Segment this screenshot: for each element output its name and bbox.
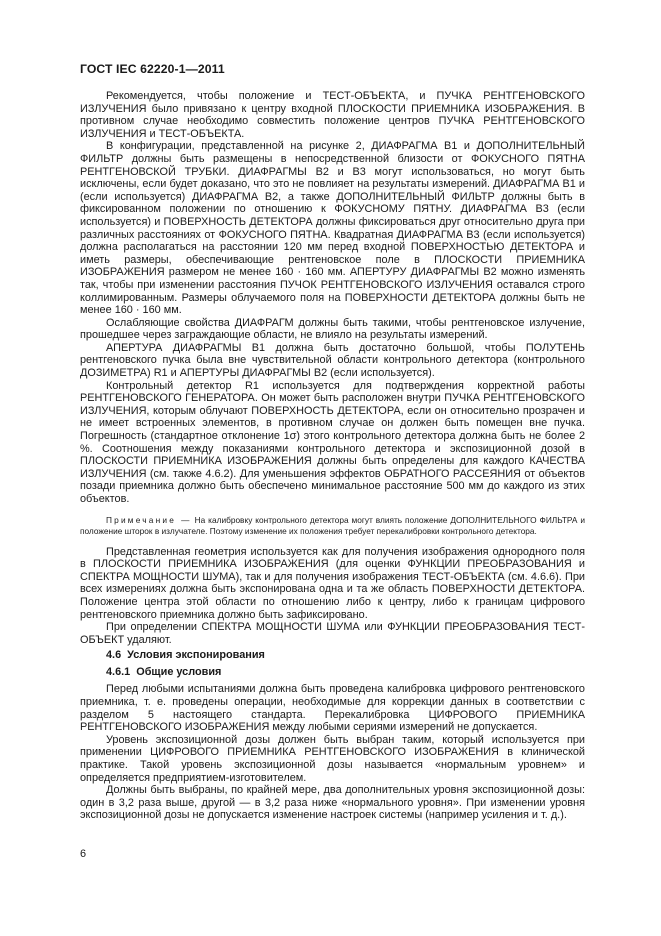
paragraph: Представленная геометрия используется как для получения изображения однородного поля в ПЛОСКОСТИ ПРИЕМНИКА ИЗОБРАЖЕНИЯ (для оценки ФУНКЦИИ ПРЕОБРАЗОВАНИЯ и СПЕКТРА МОЩНОСТИ ШУМА), так и для получения изображения ТЕСТ-ОБЪЕКТА (см. 4.6.6). При всех измерениях должна быть экспонирована одна и та же область ПОВЕРХНОСТИ ДЕТЕКТОРА. Положение центра этой области по отношению либо к центру, либо к границам цифрового рентгеновского приемника должно быть зафиксировано. [80, 545, 585, 621]
subsection-heading [80, 666, 585, 679]
standard-header: ГОСТ IEC 62220-1—2011 [80, 62, 225, 76]
paragraph: Уровень экспозиционной дозы должен быть выбран таким, который используется при применении ЦИФРОВОГО ПРИЕМНИКА РЕНТГЕНОВСКОГО ИЗОБРАЖЕНИЯ в клинической практике. Такой уровень экспозиционной дозы называется «нормальным уровнем» и определяется предприятием-изготовителем. [80, 733, 585, 784]
note-label: Примечание — [106, 514, 192, 525]
subsection-title: Общие условия [136, 666, 222, 679]
section-heading [80, 649, 585, 662]
paragraph: В конфигурации, представленной на рисунке 2, ДИАФРАГМА В1 и ДОПОЛНИТЕЛЬНЫЙ ФИЛЬТР должны быть размещены в непосредственной близости от ФОКУСНОГО ПЯТНА РЕНТГЕНОВСКОЙ ТРУБКИ. ДИАФРАГМЫ В2 и В3 могут использоваться, но могут быть исключены, если будет доказано, что это не повлияет на результаты измерений. ДИАФРАГМА В1 и (если используется) ДИАФРАГМА В2, а также ДОПОЛНИТЕЛЬНЫЙ ФИЛЬТР должны быть в фиксированном положении по отношению к ФОКУСНОМУ ПЯТНУ. ДИАФРАГМА В3 (если используется) и ПОВЕРХНОСТЬ ДЕТЕКТОРА должны фиксироваться друг относительно друга при различных расстояниях от ФОКУСНОГО ПЯТНА. Квадратная ДИАФРАГМА В3 (если используется) должна располагаться на расстоянии 120 мм перед входной ПОВЕРХНОСТЬЮ ДЕТЕКТОРА и иметь размеры, обеспечивающие рентгеновское поле в ПЛОСКОСТИ ПРИЕМНИКА ИЗОБРАЖЕНИЯ размером не менее 160 · 160 мм. АПЕРТУРУ ДИАФРАГМЫ В2 можно изменять так, чтобы при изменении расстояния ПУЧОК РЕНТГЕНОВСКОГО ИЗЛУЧЕНИЯ оставался строго коллимированным. Размеры облучаемого поля на ПОВЕРХНОСТИ ДЕТЕКТОРА должны быть не менее 160 · 160 мм. [80, 140, 585, 317]
paragraph: Должны быть выбраны, по крайней мере, два дополнительных уровня экспозиционной дозы: один в 3,2 раза выше, другой — в 3,2 раза ниже «нормального уровня». При изменении уровня экспозиционной дозы не допускается изменение настроек системы (например усиления и т. д.). [80, 784, 585, 822]
subsection-number: 4.6.1 [106, 666, 131, 679]
document-body [80, 90, 585, 822]
note [80, 515, 585, 537]
note-text: На калибровку контрольного детектора могут влиять положение ДОПОЛНИТЕЛЬНОГО ФИЛЬТРА и положение шторок в излучателе. Поэтому изменение их положения требует перекалибровки контрольного детектора. [80, 514, 585, 536]
section-number: 4.6 [106, 649, 122, 662]
paragraph: Контрольный детектор R1 используется для подтверждения корректной работы РЕНТГЕНОВСКОГО ГЕНЕРАТОРА. Он может быть расположен внутри ПУЧКА РЕНТГЕНОВСКОГО ИЗЛУЧЕНИЯ, которым облучают ПОВЕРХНОСТЬ ДЕТЕКТОРА, если он относительно прозрачен и не имеет встроенных элементов, в противном случае он должен быть помещен вне пучка. Погрешность (стандартное отклонение 1σ) этого контрольного детектора должна быть не более 2 %. Соотношения между показаниями контрольного детектора и экспозиционной дозой в ПЛОСКОСТИ ПРИЕМНИКА ИЗОБРАЖЕНИЯ должны быть определены для каждого КАЧЕСТВА ИЗЛУЧЕНИЯ (см. также 4.6.2). Для уменьшения эффектов ОБРАТНОГО РАССЕЯНИЯ от объектов позади приемника должно быть обеспечено минимальное расстояние 500 мм до каждого из этих объектов. [80, 379, 585, 505]
section-title: Условия экспонирования [127, 649, 265, 662]
paragraph: При определении СПЕКТРА МОЩНОСТИ ШУМА или ФУНКЦИИ ПРЕОБРАЗОВАНИЯ ТЕСТ-ОБЪЕКТ удаляют. [80, 621, 585, 646]
paragraph: Рекомендуется, чтобы положение и ТЕСТ-ОБЪЕКТА, и ПУЧКА РЕНТГЕНОВСКОГО ИЗЛУЧЕНИЯ было привязано к центру входной ПЛОСКОСТИ ПРИЕМНИКА ИЗОБРАЖЕНИЯ. В противном случае необходимо совместить положение центров ПУЧКА РЕНТГЕНОВСКОГО ИЗЛУЧЕНИЯ и ТЕСТ-ОБЪЕКТА. [80, 90, 585, 140]
page-number: 6 [80, 848, 87, 860]
paragraph: Перед любыми испытаниями должна быть проведена калибровка цифрового рентгеновского приемника, т. е. проведены операции, необходимые для коррекции данных в соответствии с разделом 5 настоящего стандарта. Перекалибровка ЦИФРОВОГО ПРИЕМНИКА РЕНТГЕНОВСКОГО ИЗОБРАЖЕНИЯ между любыми сериями измерений не допускается. [80, 683, 585, 734]
paragraph: АПЕРТУРА ДИАФРАГМЫ В1 должна быть достаточно большой, чтобы ПОЛУТЕНЬ рентгеновского пучка была вне чувствительной области контрольного детектора (контрольного ДОЗИМЕТРА) R1 и АПЕРТУРЫ ДИАФРАГМЫ В2 (если используется). [80, 341, 585, 380]
paragraph: Ослабляющие свойства ДИАФРАГМ должны быть такими, чтобы рентгеновское излучение, прошедшее через заграждающие области, не влияло на результаты измерений. [80, 316, 585, 342]
